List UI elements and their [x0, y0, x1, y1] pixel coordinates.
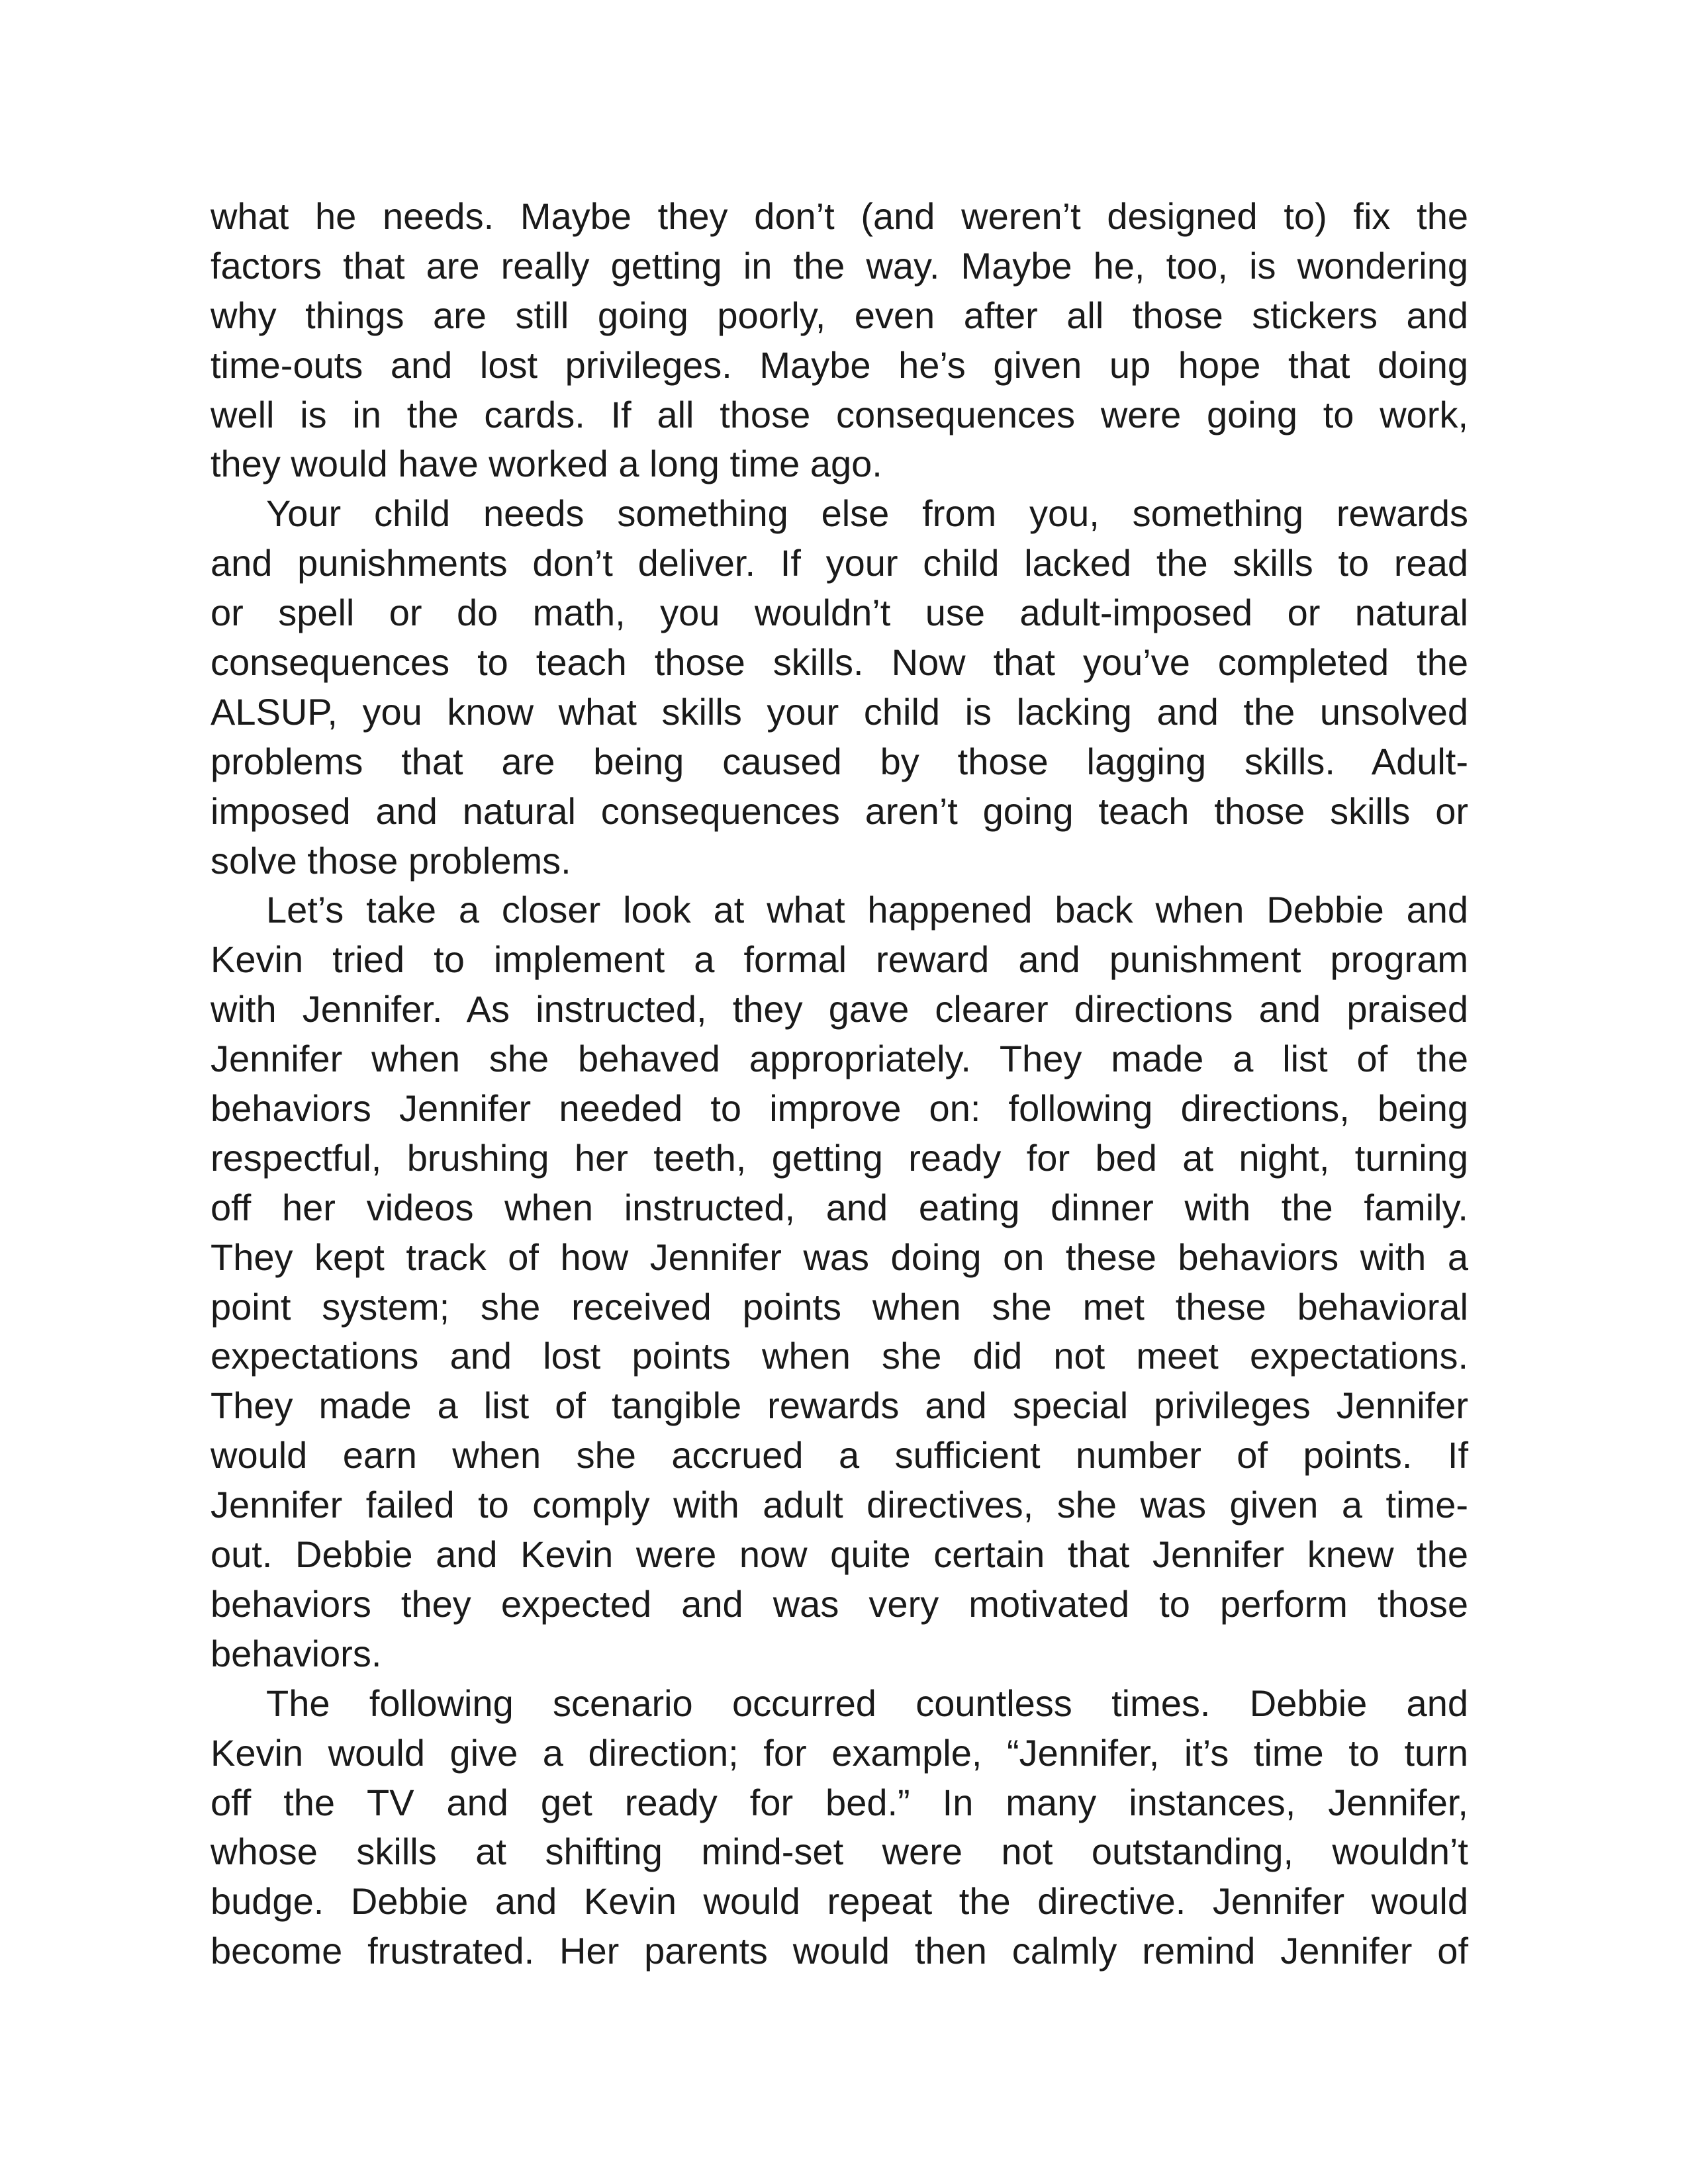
text-line: Jennifer failed to comply with adult directives, she was given a time-	[211, 1484, 1468, 1526]
text-line: what he needs. Maybe they don’t (and weren’t designed to) fix the	[211, 195, 1468, 237]
text-line: Jennifer when she behaved appropriately. They made a list of the	[211, 1038, 1468, 1080]
text-line: time-outs and lost privileges. Maybe he’s given up hope that doing	[211, 343, 1468, 386]
text-line: off the TV and get ready for bed.” In many instances, Jennifer,	[211, 1781, 1468, 1823]
text-line: off her videos when instructed, and eating dinner with the family.	[211, 1186, 1468, 1228]
text-line: with Jennifer. As instructed, they gave clearer directions and praised	[211, 988, 1468, 1030]
text-line: Your child needs something else from you, something rewards	[266, 492, 1468, 535]
text-line: behaviors Jennifer needed to improve on: following directions, being	[211, 1087, 1468, 1130]
text-line: consequences to teach those skills. Now that you’ve completed the	[211, 641, 1468, 684]
text-line: respectful, brushing her teeth, getting ready for bed at night, turning	[211, 1136, 1468, 1179]
text-line: Kevin would give a direction; for example, “Jennifer, it’s time to turn	[211, 1731, 1468, 1774]
text-line: and punishments don’t deliver. If your child lacked the skills to read	[211, 542, 1468, 584]
text-line: ALSUP, you know what skills your child is lacking and the unsolved	[211, 690, 1468, 733]
text-line: problems that are being caused by those lagging skills. Adult-	[211, 740, 1468, 782]
text-line: Let’s take a closer look at what happened back when Debbie and	[266, 889, 1468, 931]
text-line: become frustrated. Her parents would then calmly remind Jennifer of	[211, 1930, 1468, 1972]
text-line: expectations and lost points when she did not meet expectations.	[211, 1335, 1468, 1377]
document-page	[211, 192, 1468, 1976]
text-line: or spell or do math, you wouldn’t use adult-imposed or natural	[211, 592, 1468, 634]
text-line: why things are still going poorly, even after all those stickers and	[211, 294, 1468, 336]
text-line: budge. Debbie and Kevin would repeat the directive. Jennifer would	[211, 1880, 1468, 1923]
text-line: factors that are really getting in the way. Maybe he, too, is wondering	[211, 244, 1468, 287]
text-line: solve those problems.	[211, 839, 571, 882]
text-line: behaviors they expected and was very motivated to perform those	[211, 1582, 1468, 1625]
text-line: well is in the cards. If all those consequences were going to work,	[211, 393, 1468, 435]
text-line: They made a list of tangible rewards and special privileges Jennifer	[211, 1385, 1468, 1427]
text-line: Kevin tried to implement a formal reward and punishment program	[211, 938, 1468, 981]
text-line: whose skills at shifting mind-set were not outstanding, wouldn’t	[211, 1831, 1468, 1873]
text-line: The following scenario occurred countless times. Debbie and	[266, 1682, 1468, 1724]
text-line: they would have worked a long time ago.	[211, 443, 882, 485]
text-line: They kept track of how Jennifer was doing on these behaviors with a	[211, 1236, 1468, 1278]
text-line: behaviors.	[211, 1632, 382, 1674]
text-line: would earn when she accrued a sufficient number of points. If	[211, 1434, 1468, 1477]
text-line: point system; she received points when she met these behavioral	[211, 1285, 1468, 1328]
text-line: imposed and natural consequences aren’t going teach those skills or	[211, 790, 1468, 832]
text-line: out. Debbie and Kevin were now quite certain that Jennifer knew the	[211, 1533, 1468, 1576]
